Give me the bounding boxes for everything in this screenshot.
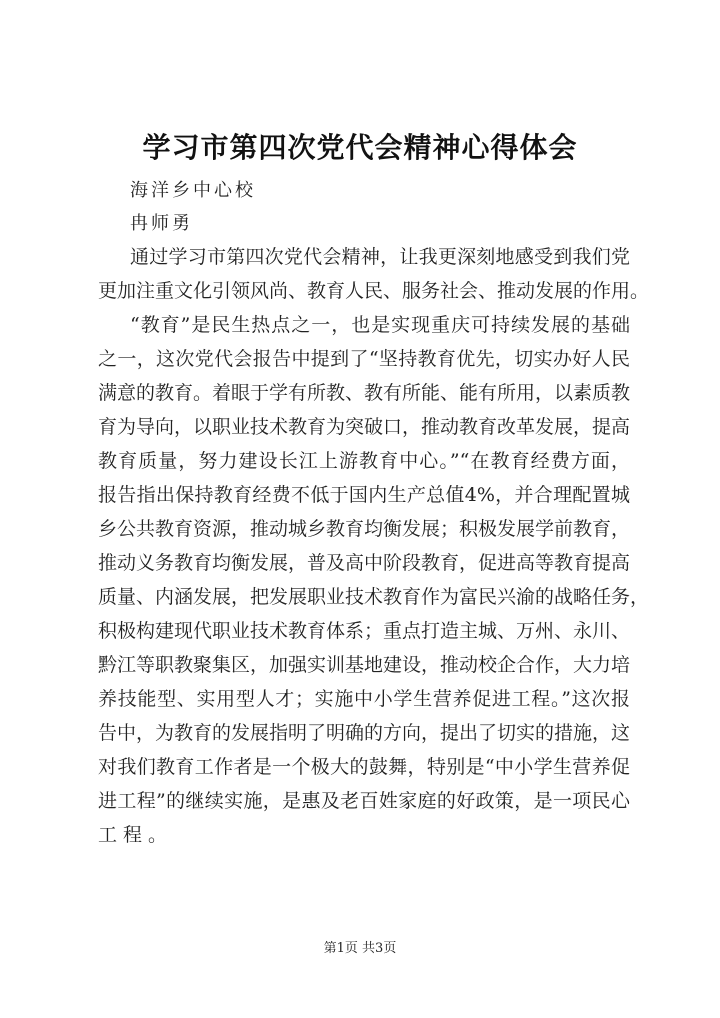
text-line: 乡公共教育资源，推动城乡教育均衡发展；积极发展学前教育，	[98, 518, 631, 540]
text-line: 告中，为教育的发展指明了明确的方向，提出了切实的措施，这	[98, 722, 631, 744]
text-line: 更加注重文化引领风尚、教育人民、服务社会、推动发展的作用。	[98, 280, 650, 302]
text-line: 黔江等职教聚集区，加强实训基地建设，推动校企合作，大力培	[98, 654, 631, 676]
text-line: 工程。	[98, 824, 174, 846]
text-line: 教育质量，努力建设长江上游教育中心。”“在教育经费方面，	[98, 450, 630, 472]
document-title: 学习市第四次党代会精神心得体会	[142, 131, 578, 164]
page-number: 第1页 共3页	[323, 941, 397, 956]
text-line: 满意的教育。着眼于学有所教、教有所能、能有所用，以素质教	[98, 382, 631, 404]
author-name: 冉师勇	[130, 213, 193, 234]
text-line: 报告指出保持教育经费不低于国内生产总值4%，并合理配置城	[98, 484, 630, 506]
document-body	[98, 240, 650, 852]
text-line: 养技能型、实用型人才；实施中小学生营养促进工程。”这次报	[98, 688, 630, 710]
paragraph-2	[98, 308, 650, 852]
text-line: 育为导向，以职业技术教育为突破口，推动教育改革发展，提高	[98, 416, 631, 438]
text-line: “教育”是民生热点之一，也是实现重庆可持续发展的基础	[130, 314, 630, 336]
text-line: 推动义务教育均衡发展，普及高中阶段教育，促进高等教育提高	[98, 552, 631, 574]
text-line: 进工程”的继续实施，是惠及老百姓家庭的好政策，是一项民心	[98, 790, 630, 812]
text-line: 对我们教育工作者是一个极大的鼓舞，特别是“中小学生营养促	[98, 756, 630, 778]
paragraph-1	[98, 240, 650, 308]
text-line: 积极构建现代职业技术教育体系；重点打造主城、万州、永川、	[98, 620, 631, 642]
text-line: 质量、内涵发展，把发展职业技术教育作为富民兴渝的战略任务，	[98, 586, 650, 608]
school-name: 海洋乡中心校	[130, 180, 256, 201]
text-line: 之一，这次党代会报告中提到了“坚持教育优先，切实办好人民	[98, 348, 630, 370]
text-line: 通过学习市第四次党代会精神，让我更深刻地感受到我们党	[130, 246, 630, 268]
